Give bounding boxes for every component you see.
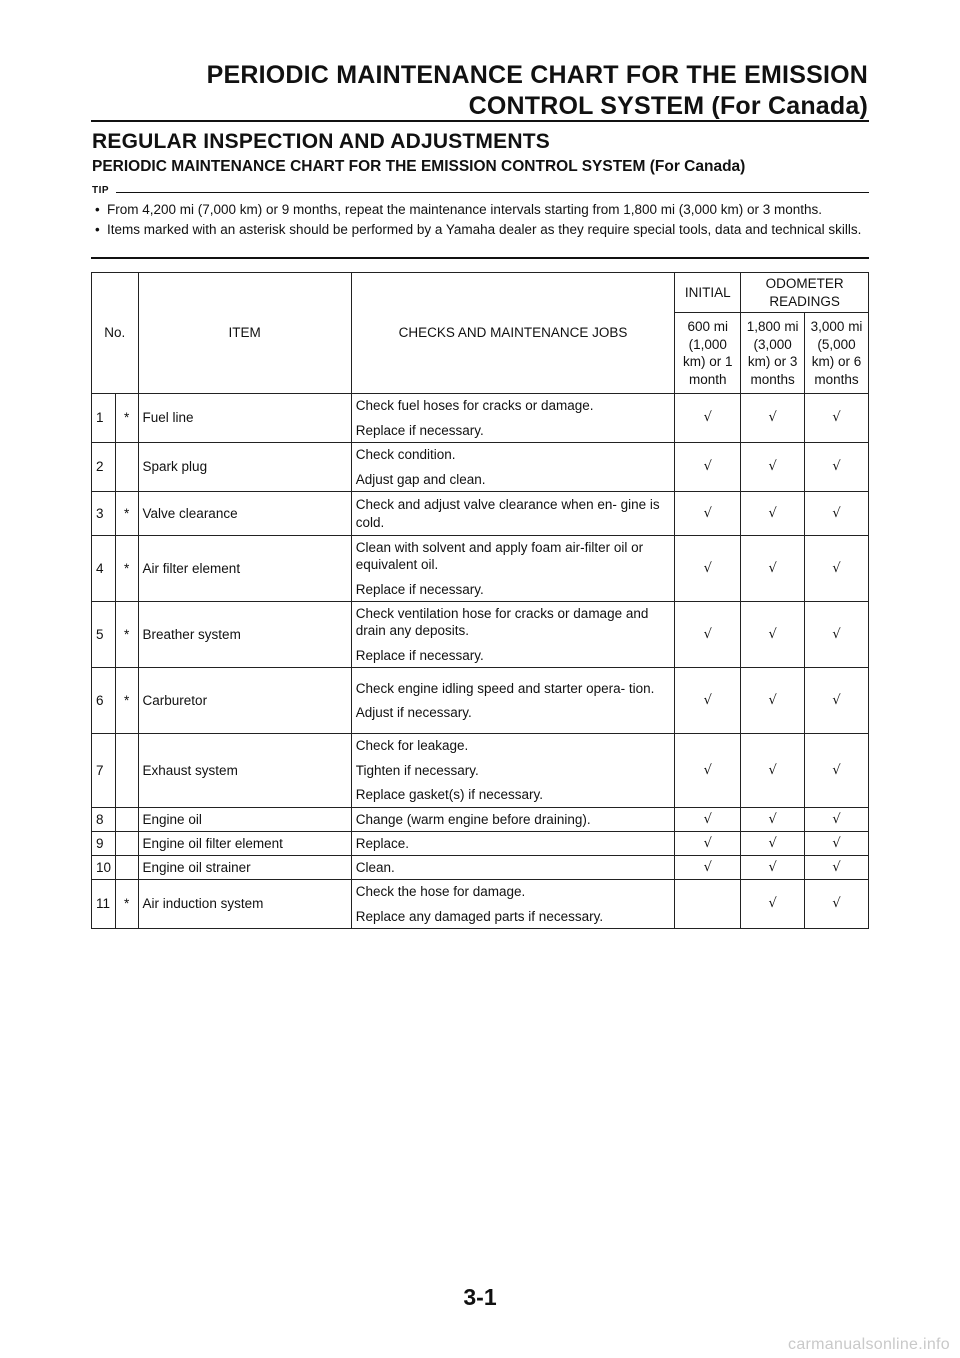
row-asterisk: * <box>115 602 138 668</box>
check-600mi: √ <box>675 443 741 492</box>
header-no: No. <box>92 273 139 394</box>
row-number: 6 <box>92 668 116 734</box>
row-jobs <box>351 492 675 536</box>
row-item: Engine oil <box>138 808 351 832</box>
check-600mi: √ <box>675 492 741 536</box>
tip-item <box>92 201 870 219</box>
row-item: Breather system <box>138 602 351 668</box>
row-jobs <box>351 808 675 832</box>
row-jobs <box>351 668 675 734</box>
page-number: 3-1 <box>463 1284 497 1310</box>
check-3000mi: √ <box>805 536 869 602</box>
row-jobs <box>351 602 675 668</box>
job-text: Check and adjust valve clearance when en- gine is cold. <box>355 497 660 530</box>
job-text: Clean. <box>355 859 395 875</box>
row-asterisk: * <box>115 492 138 536</box>
job-text: Check the hose for damage. <box>355 884 526 899</box>
row-number: 3 <box>92 492 116 536</box>
table-body <box>92 394 869 929</box>
table-row <box>92 832 869 856</box>
row-asterisk <box>115 443 138 492</box>
header-jobs: CHECKS AND MAINTENANCE JOBS <box>351 273 675 394</box>
table-row <box>92 394 869 443</box>
check-1800mi: √ <box>741 394 805 443</box>
check-3000mi: √ <box>805 492 869 536</box>
check-1800mi: √ <box>741 880 805 929</box>
check-1800mi: √ <box>741 856 805 880</box>
check-3000mi: √ <box>805 734 869 808</box>
row-item: Engine oil filter element <box>138 832 351 856</box>
row-number: 11 <box>92 880 116 929</box>
section-heading: REGULAR INSPECTION AND ADJUSTMENTS <box>92 130 550 153</box>
header-row-1 <box>92 273 869 313</box>
header-initial: INITIAL <box>675 273 741 313</box>
check-600mi: √ <box>675 856 741 880</box>
check-600mi: √ <box>675 832 741 856</box>
row-number: 2 <box>92 443 116 492</box>
check-3000mi: √ <box>805 808 869 832</box>
check-600mi: √ <box>675 394 741 443</box>
row-item: Air induction system <box>138 880 351 929</box>
check-600mi: √ <box>675 808 741 832</box>
table-row <box>92 492 869 536</box>
tip-label: TIP <box>92 185 110 196</box>
row-asterisk: * <box>115 668 138 734</box>
table-row <box>92 880 869 929</box>
check-600mi: √ <box>675 734 741 808</box>
tip-item <box>92 221 870 239</box>
row-asterisk <box>115 832 138 856</box>
header-1800mi: 1,800 mi (3,000 km) or 3 months <box>741 313 805 394</box>
check-1800mi: √ <box>741 832 805 856</box>
check-3000mi: √ <box>805 880 869 929</box>
check-3000mi: √ <box>805 668 869 734</box>
job-text: Replace if necessary. <box>355 581 484 597</box>
header-3000mi: 3,000 mi (5,000 km) or 6 months <box>805 313 869 394</box>
check-1800mi: √ <box>741 808 805 832</box>
row-number: 10 <box>92 856 116 880</box>
check-3000mi: √ <box>805 832 869 856</box>
check-3000mi: √ <box>805 394 869 443</box>
job-text: Clean with solvent and apply foam air-filter oil or equivalent oil. <box>355 539 644 573</box>
header-title-line-1: PERIODIC MAINTENANCE CHART FOR THE EMISSION <box>206 61 868 89</box>
table-row <box>92 536 869 602</box>
check-600mi: √ <box>675 536 741 602</box>
tip-item-text: From 4,200 mi (7,000 km) or 9 months, repeat the maintenance intervals starting from 1,800 mi (3,000 km) or 3 months. <box>107 202 823 217</box>
watermark: carmanualsonline.info <box>788 1336 950 1353</box>
check-1800mi: √ <box>741 536 805 602</box>
row-jobs <box>351 734 675 808</box>
row-asterisk: * <box>115 536 138 602</box>
row-jobs <box>351 880 675 929</box>
bullet-icon: • <box>95 221 100 237</box>
row-asterisk <box>115 808 138 832</box>
row-jobs <box>351 536 675 602</box>
row-jobs <box>351 443 675 492</box>
table-row <box>92 443 869 492</box>
check-3000mi: √ <box>805 602 869 668</box>
job-text: Check condition. <box>355 447 456 462</box>
row-number: 4 <box>92 536 116 602</box>
row-item: Carburetor <box>138 668 351 734</box>
row-number: 5 <box>92 602 116 668</box>
row-item: Exhaust system <box>138 734 351 808</box>
check-1800mi: √ <box>741 602 805 668</box>
table-row <box>92 668 869 734</box>
row-asterisk: * <box>115 394 138 443</box>
check-1800mi: √ <box>741 492 805 536</box>
header-title-line-2: CONTROL SYSTEM (For Canada) <box>468 92 868 120</box>
tip-rule-top <box>116 192 869 193</box>
row-number: 9 <box>92 832 116 856</box>
row-number: 8 <box>92 808 116 832</box>
row-item: Spark plug <box>138 443 351 492</box>
job-text: Check ventilation hose for cracks or damage and drain any deposits. <box>355 605 649 639</box>
table-row <box>92 808 869 832</box>
header-600mi: 600 mi (1,000 km) or 1 month <box>675 313 741 394</box>
row-jobs <box>351 832 675 856</box>
tip-item-text: Items marked with an asterisk should be performed by a Yamaha dealer as they require special tools, data and technical skills. <box>107 221 862 237</box>
header-rule <box>91 120 869 122</box>
header-item: ITEM <box>138 273 351 394</box>
row-asterisk <box>115 734 138 808</box>
check-3000mi: √ <box>805 443 869 492</box>
tip-rule-bottom <box>91 257 869 259</box>
job-text: Replace if necessary. <box>355 647 484 663</box>
table-header <box>92 273 869 394</box>
check-3000mi: √ <box>805 856 869 880</box>
job-text: Adjust gap and clean. <box>355 471 486 487</box>
job-text: Check fuel hoses for cracks or damage. <box>355 398 594 413</box>
check-1800mi: √ <box>741 668 805 734</box>
job-text: Change (warm engine before draining). <box>355 811 591 827</box>
row-item: Air filter element <box>138 536 351 602</box>
subheading: PERIODIC MAINTENANCE CHART FOR THE EMISSION CONTROL SYSTEM (For Canada) <box>92 158 746 175</box>
job-text: Check engine idling speed and starter opera- tion. <box>355 680 655 696</box>
row-number: 7 <box>92 734 116 808</box>
row-item: Valve clearance <box>138 492 351 536</box>
job-text: Adjust if necessary. <box>355 705 472 720</box>
job-text: Replace if necessary. <box>355 422 484 438</box>
job-text: Replace. <box>355 835 409 851</box>
row-item: Fuel line <box>138 394 351 443</box>
job-text: Replace gasket(s) if necessary. <box>355 787 544 803</box>
row-asterisk: * <box>115 880 138 929</box>
job-text: Tighten if necessary. <box>355 762 479 778</box>
row-number: 1 <box>92 394 116 443</box>
check-1800mi: √ <box>741 443 805 492</box>
row-jobs <box>351 856 675 880</box>
maintenance-chart-table <box>91 272 869 929</box>
check-600mi <box>675 880 741 929</box>
check-1800mi: √ <box>741 734 805 808</box>
table-row <box>92 734 869 808</box>
header-odometer: ODOMETER READINGS <box>741 273 869 313</box>
job-text: Replace any damaged parts if necessary. <box>355 908 604 924</box>
table-row <box>92 856 869 880</box>
row-asterisk <box>115 856 138 880</box>
bullet-icon: • <box>95 202 100 217</box>
table-row <box>92 602 869 668</box>
check-600mi: √ <box>675 668 741 734</box>
row-item: Engine oil strainer <box>138 856 351 880</box>
check-600mi: √ <box>675 602 741 668</box>
tip-list <box>92 201 870 240</box>
job-text: Check for leakage. <box>355 738 469 754</box>
row-jobs <box>351 394 675 443</box>
page-header-title <box>108 60 868 122</box>
